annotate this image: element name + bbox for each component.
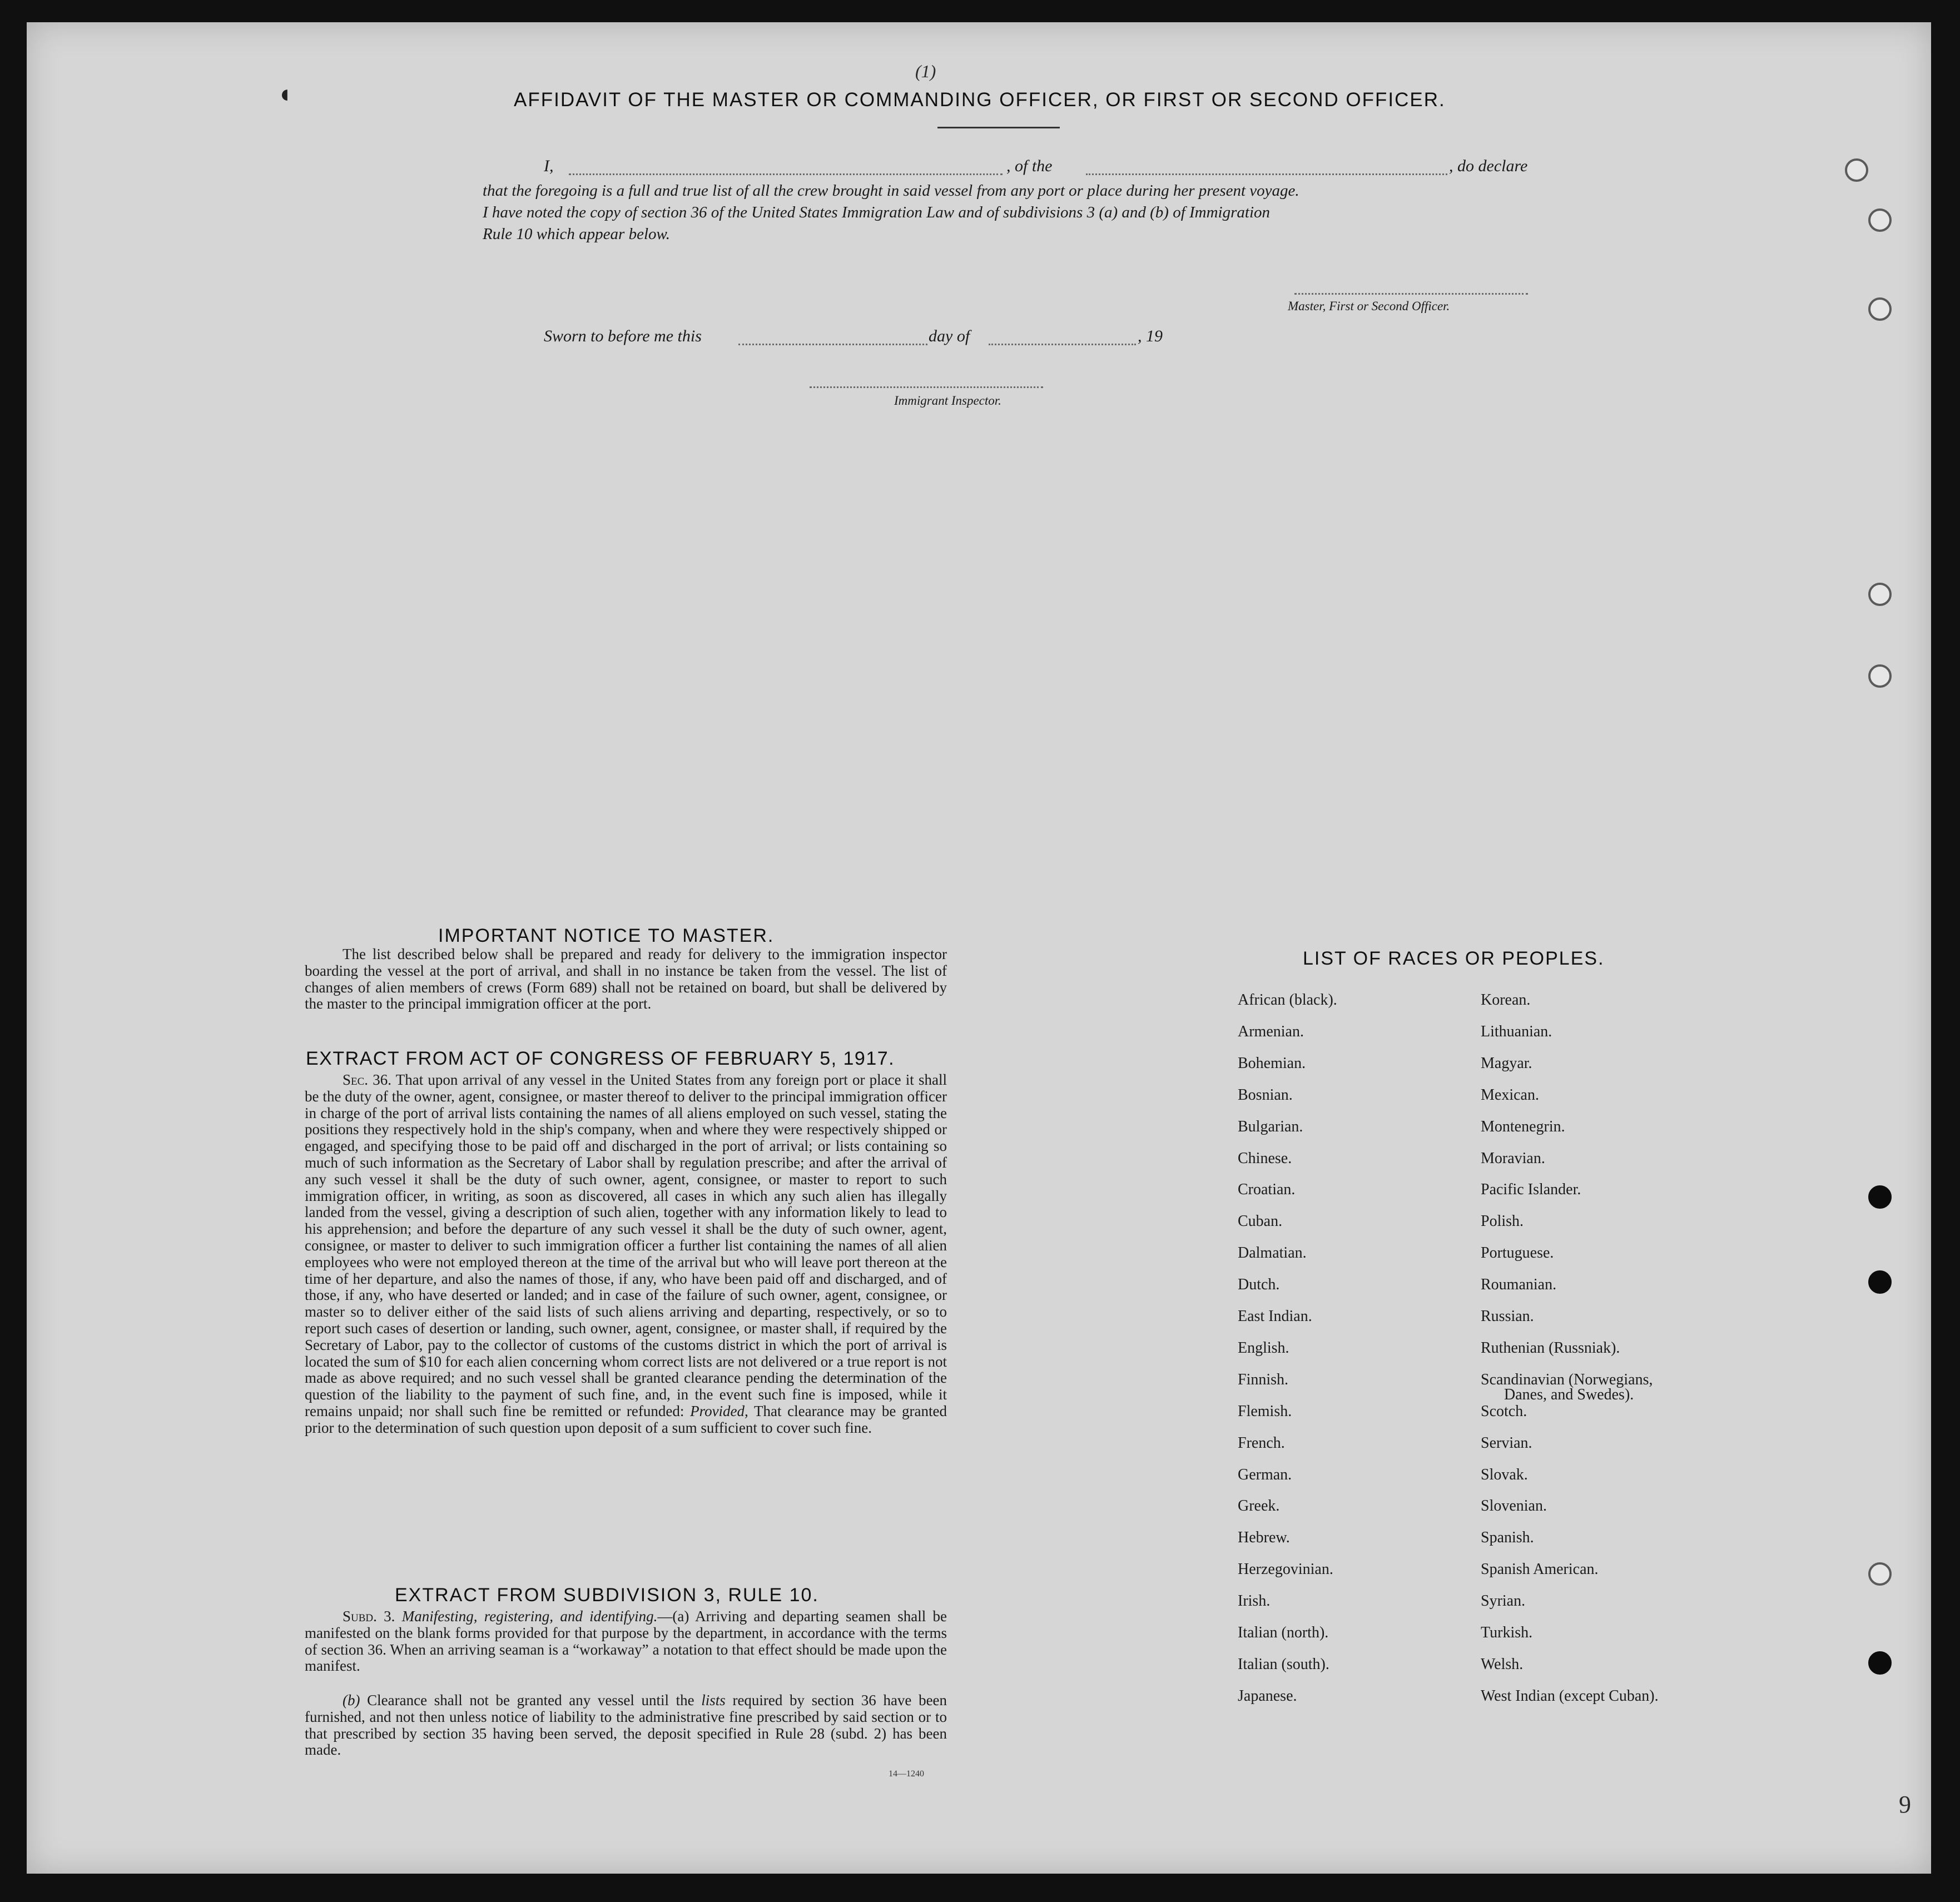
of-the-label: , of the — [1006, 157, 1053, 175]
act-extract-body: That upon arrival of any vessel in the United States from any foreign port or place it shall be the duty of the owner, agent, consignee, or master thereof to deliver to the principal immigration officer in charge of the port of arrival lists containing the names of all aliens employed on such vessel, stating the positions they respectively hold in the ship's company, when and where they were respectively shipped or engaged, and specifying those to be paid off and discharged in the port of arrival; or lists containing so much of such information as the Secretary of Labor shall by regulation prescribe; and after the arrival of any such vessel it shall be the duty of such owner, agent, consignee, or master to report to such immigration officer, in writing, as soon as discovered, all cases in which any such alien has illegally landed from the vessel, giving a description of such alien, together with any information likely to lead to his apprehension; and before the departure of any such vessel it shall be the duty of such owner, agent, consignee, or master to deliver to such immigration officer a further list containing the names of all alien employees who were not employed thereon at the time of the arrival but who will leave port thereon at the time of her departure, and also the names of those, if any, who have been paid off and discharged, and of those, if any, who have deserted or landed; and in case of the failure of such owner, agent, consignee, or master so to deliver either of the said lists of such aliens arriving and departing, respectively, or so to report such cases of desertion or landing, such owner, agent, consignee, or master shall, if required by the Secretary of Labor, pay to the collector of customs of the customs district in which the port of arrival is located the sum of $10 for each alien concerning whom correct lists are not delivered or a true report is not made as above required; and no such vessel shall be granted clearance pending the determination of the question of the liability to the payment of such fine, and, in the event such fine is imposed, while it remains unpaid; nor shall such fine be remitted or refunded: — [305, 1071, 947, 1419]
rule-extract-para-a — [305, 1608, 947, 1675]
race-item: Hebrew. — [1238, 1529, 1290, 1546]
inspector-signature-line[interactable] — [810, 386, 1043, 388]
provided-word: Provided, — [690, 1402, 748, 1419]
race-item: Pacific Islander. — [1481, 1181, 1581, 1198]
race-item: Mexican. — [1481, 1086, 1539, 1104]
punch-hole-icon — [1868, 1651, 1892, 1675]
inspector-label: Immigrant Inspector. — [894, 394, 1001, 408]
race-item: Montenegrin. — [1481, 1118, 1565, 1135]
act-extract-body-end: That clearance may be granted prior to the determination of such question upon deposit of a sum sufficient to cover such fine. — [305, 1402, 947, 1436]
race-item: Chinese. — [1238, 1150, 1292, 1167]
race-item: German. — [1238, 1466, 1292, 1483]
para-b-start: Clearance shall not be granted any vessel until the — [367, 1692, 694, 1709]
race-item: Irish. — [1238, 1592, 1271, 1610]
punch-hole-icon — [1868, 1562, 1892, 1586]
punch-hole-icon — [1868, 583, 1892, 606]
race-item: Russian. — [1481, 1308, 1534, 1325]
race-item: Welsh. — [1481, 1656, 1524, 1673]
race-item: Bohemian. — [1238, 1055, 1306, 1072]
race-item: English. — [1238, 1339, 1289, 1357]
para-a-text: Arriving and departing seamen shall be manifested on the blank forms provided for that purpose by the department, in accordance with the terms of section 36. When an arriving seaman is a “workaway” a notation to that effect should be made upon the manifest. — [305, 1608, 947, 1675]
race-item: West Indian (except Cuban). — [1481, 1687, 1659, 1705]
race-item: Spanish. — [1481, 1529, 1534, 1546]
affidavit-body — [483, 180, 1550, 245]
race-item: Greek. — [1238, 1497, 1280, 1514]
race-item: Syrian. — [1481, 1592, 1526, 1610]
day-of-label: day of — [929, 327, 970, 345]
race-item: Magyar. — [1481, 1055, 1532, 1072]
year-label: , 19 — [1138, 327, 1163, 345]
punch-hole-icon — [1868, 208, 1892, 232]
race-item: Japanese. — [1238, 1687, 1297, 1705]
race-item: Bulgarian. — [1238, 1118, 1303, 1135]
notice-title: IMPORTANT NOTICE TO MASTER. — [438, 925, 775, 946]
race-item: Ruthenian (Russniak). — [1481, 1339, 1620, 1357]
race-item: Portuguese. — [1481, 1244, 1554, 1262]
vessel-blank[interactable] — [1086, 173, 1447, 175]
race-item: Korean. — [1481, 991, 1531, 1009]
race-item: Roumanian. — [1481, 1276, 1557, 1293]
sworn-day-blank[interactable] — [738, 344, 927, 345]
affidavit-body-line: that the foregoing is a full and true list of all the crew brought in said vessel from any port or place during her present voyage. — [483, 182, 1299, 200]
race-item: Armenian. — [1238, 1023, 1304, 1040]
race-item: Croatian. — [1238, 1181, 1296, 1198]
race-item: Scotch. — [1481, 1403, 1527, 1420]
sworn-label: Sworn to before me this — [544, 327, 702, 345]
punch-hole-icon — [1845, 158, 1868, 182]
race-item: Herzegovinian. — [1238, 1561, 1333, 1578]
i-label: I, — [544, 157, 554, 175]
race-item: Polish. — [1481, 1213, 1524, 1230]
affidavit-body-line: I have noted the copy of section 36 of the United States Immigration Law and of subdivisions 3 (a) and (b) of Immigration — [483, 203, 1271, 221]
document-page — [27, 22, 1931, 1874]
act-extract-text — [305, 1072, 947, 1437]
race-item: Moravian. — [1481, 1150, 1545, 1167]
race-item: Dalmatian. — [1238, 1244, 1307, 1262]
race-item: Italian (south). — [1238, 1656, 1329, 1673]
para-b-label: (b) — [343, 1692, 360, 1709]
para-b-lists: lists — [701, 1692, 726, 1709]
master-signature-line[interactable] — [1294, 293, 1528, 295]
race-item: Turkish. — [1481, 1624, 1533, 1641]
para-b-end: required by section 36 have been furnished, and not then unless notice of liability to the administrative fine prescribed by said section or to that prescribed by section 35 having been served, the deposit specified in Rule 28 (subd. 2) has been made. — [305, 1692, 947, 1759]
races-title: LIST OF RACES OR PEOPLES. — [1303, 948, 1605, 969]
title-underline — [937, 127, 1060, 128]
punch-hole-icon — [1868, 1185, 1892, 1209]
binder-mark-icon: ◖ — [277, 80, 292, 108]
race-item: Flemish. — [1238, 1403, 1292, 1420]
race-item: Cuban. — [1238, 1213, 1283, 1230]
subd-label: Subd. 3. — [343, 1608, 395, 1625]
affidavit-body-line: Rule 10 which appear below. — [483, 225, 670, 243]
race-item: Slovenian. — [1481, 1497, 1547, 1514]
race-item: Finnish. — [1238, 1371, 1289, 1388]
rule-extract-title: EXTRACT FROM SUBDIVISION 3, RULE 10. — [395, 1585, 819, 1606]
affidavit-title: AFFIDAVIT OF THE MASTER OR COMMANDING OFFICER, OR FIRST OR SECOND OFFICER. — [514, 89, 1446, 111]
do-declare-label: , do declare — [1449, 157, 1528, 175]
act-extract-title: EXTRACT FROM ACT OF CONGRESS OF FEBRUARY 5, 1917. — [306, 1048, 895, 1069]
race-item: Lithuanian. — [1481, 1023, 1552, 1040]
race-item: Dutch. — [1238, 1276, 1280, 1293]
subd-heading: Manifesting, registering, and identifying. — [401, 1608, 658, 1625]
section-label: Sec. 36. — [343, 1071, 392, 1088]
race-item: Slovak. — [1481, 1466, 1528, 1483]
page-number-mark: (1) — [915, 61, 936, 81]
form-number: 14—1240 — [889, 1769, 924, 1779]
race-item: East Indian. — [1238, 1308, 1312, 1325]
punch-hole-icon — [1868, 297, 1892, 321]
race-item: French. — [1238, 1434, 1285, 1452]
punch-hole-icon — [1868, 664, 1892, 688]
punch-hole-icon — [1868, 1270, 1892, 1294]
sworn-month-blank[interactable] — [989, 344, 1136, 345]
master-signature-label: Master, First or Second Officer. — [1288, 299, 1450, 313]
rule-extract-para-b — [305, 1692, 947, 1759]
corner-mark: 9 — [1899, 1791, 1911, 1818]
race-item: Bosnian. — [1238, 1086, 1293, 1104]
para-a-label: —(a) — [657, 1608, 689, 1625]
race-item: Scandinavian (Norwegians, — [1481, 1371, 1653, 1388]
race-item: Servian. — [1481, 1434, 1532, 1452]
race-item: African (black). — [1238, 991, 1337, 1009]
name-blank[interactable] — [569, 173, 1003, 175]
notice-text: The list described below shall be prepared and ready for delivery to the immigration inspector boarding the vessel at the port of arrival, and shall in no instance be taken from the vessel. The list of changes of alien members of crews (Form 689) shall not be retained on board, but shall be delivered by the master to the principal immigration officer at the port. — [305, 946, 947, 1012]
race-item-continuation: Danes, and Swedes). — [1504, 1386, 1634, 1403]
race-item: Italian (north). — [1238, 1624, 1329, 1641]
race-item: Spanish American. — [1481, 1561, 1599, 1578]
